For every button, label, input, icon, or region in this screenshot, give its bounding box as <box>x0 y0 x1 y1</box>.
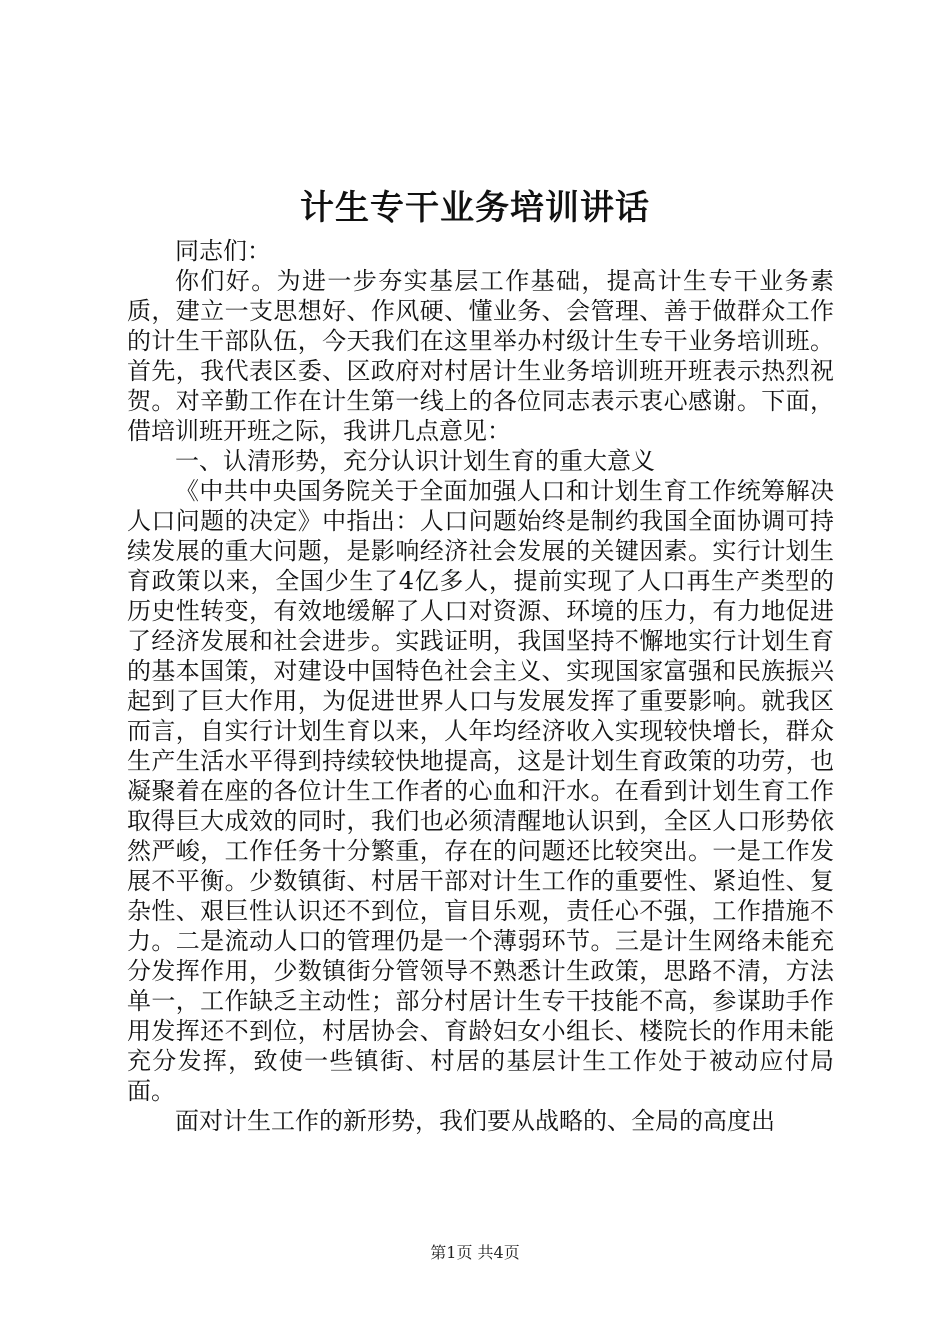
intro-paragraph: 你们好。为进一步夯实基层工作基础，提高计生专干业务素质，建立一支思想好、作风硬、懂业务、会管理、善于做群众工作的计生干部队伍，今天我们在这里举办村级计生专干业务培训班。首先，我代表区委、区政府对村居计生业务培训班开班表示热烈祝贺。对辛勤工作在计生第一线上的各位同志表示衷心感谢。下面，借培训班开班之际，我讲几点意见： <box>127 267 834 445</box>
document-title: 计生专干业务培训讲话 <box>300 188 650 228</box>
salutation-paragraph: 同志们： <box>175 237 271 265</box>
body-paragraph-continued: 面对计生工作的新形势，我们要从战略的、全局的高度出 <box>175 1107 775 1135</box>
document-body <box>127 236 834 1136</box>
page-footer: 第1页 共4页 <box>430 1243 520 1262</box>
section-heading: 一、认清形势，充分认识计划生育的重大意义 <box>175 447 655 475</box>
body-paragraph: 《中共中央国务院关于全面加强人口和计划生育工作统筹解决人口问题的决定》中指出：人口问题始终是制约我国全面协调可持续发展的重大问题，是影响经济社会发展的关键因素。实行计划生育政策以来，全国少生了4亿多人，提前实现了人口再生产类型的历史性转变，有效地缓解了人口对资源、环境的压力，有力地促进了经济发展和社会进步。实践证明，我国坚持不懈地实行计划生育的基本国策，对建设中国特色社会主义、实现国家富强和民族振兴起到了巨大作用，为促进世界人口与发展发挥了重要影响。就我区而言，自实行计划生育以来，人年均经济收入实现较快增长，群众生产生活水平得到持续较快地提高，这是计划生育政策的功劳，也凝聚着在座的各位计生工作者的心血和汗水。在看到计划生育工作取得巨大成效的同时，我们也必须清醒地认识到，全区人口形势依然严峻，工作任务十分繁重，存在的问题还比较突出。一是工作发展不平衡。少数镇街、村居干部对计生工作的重要性、紧迫性、复杂性、艰巨性认识还不到位，盲目乐观，责任心不强，工作措施不力。二是流动人口的管理仍是一个薄弱环节。三是计生网络未能充分发挥作用，少数镇街分管领导不熟悉计生政策，思路不清，方法单一，工作缺乏主动性；部分村居计生专干技能不高，参谋助手作用发挥还不到位，村居协会、育龄妇女小组长、楼院长的作用未能充分发挥，致使一些镇街、村居的基层计生工作处于被动应付局面。 <box>127 477 834 1105</box>
